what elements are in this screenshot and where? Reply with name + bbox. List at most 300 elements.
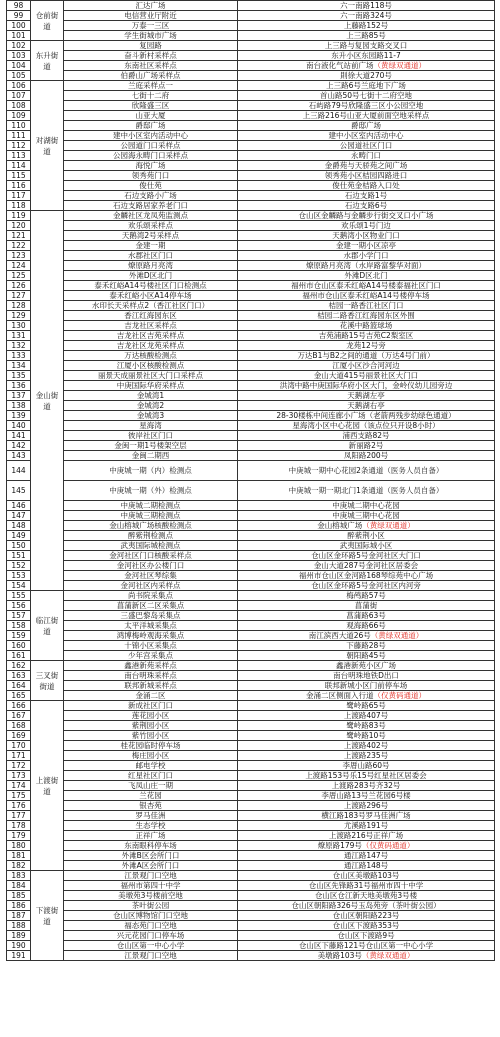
site-address-cell <box>238 331 495 341</box>
address-text: 尤溪路191号 <box>343 821 389 830</box>
row-number: 178 <box>7 821 31 831</box>
site-name-cell: 金闽一期1号楼架空层 <box>64 441 238 451</box>
row-number: 123 <box>7 251 31 261</box>
site-address-cell <box>238 301 495 311</box>
row-number: 190 <box>7 941 31 951</box>
site-name-cell: 外滩D区北门 <box>64 271 238 281</box>
table-row <box>7 591 495 601</box>
site-address-cell <box>238 801 495 811</box>
site-address-cell <box>238 171 495 181</box>
address-text: 上渡路407号 <box>343 711 389 720</box>
row-number: 171 <box>7 751 31 761</box>
site-name-cell: 江景观门口空地 <box>64 951 238 961</box>
table-row <box>7 411 495 421</box>
site-name-cell: 燎原路月亮湾 <box>64 261 238 271</box>
site-address-cell <box>238 311 495 321</box>
row-number: 191 <box>7 951 31 961</box>
table-row <box>7 21 495 31</box>
table-row <box>7 561 495 571</box>
site-name-cell: 爵邸广场 <box>64 121 238 131</box>
site-address-cell <box>238 81 495 91</box>
site-name-cell: 石边支路小广场 <box>64 191 238 201</box>
address-text: 李厝山路60号 <box>342 761 390 770</box>
table-row <box>7 241 495 251</box>
row-number: 152 <box>7 561 31 571</box>
site-name-cell: 兴元花园门口停车场 <box>64 931 238 941</box>
table-row <box>7 41 495 51</box>
row-number: 136 <box>7 381 31 391</box>
address-text: 桔园二路香江红海园东区外围 <box>317 311 415 320</box>
site-name-cell: 金河社区琴综集 <box>64 571 238 581</box>
site-address-cell <box>238 841 495 851</box>
address-text: 星海湾小区中心花园（该点位只开设8小时） <box>292 421 440 430</box>
site-address-cell <box>238 221 495 231</box>
site-name-cell: 七街十二府 <box>64 91 238 101</box>
row-number: 188 <box>7 921 31 931</box>
address-text: 洪湾中路中庚国际华府小区大门，金岭仪幼儿园旁边 <box>279 381 453 390</box>
address-text: 福州市仓山区金河路168琴综苑中心广场 <box>298 571 434 580</box>
row-number: 102 <box>7 41 31 51</box>
site-name-cell: 中庚城一期（外）检测点 <box>64 481 238 501</box>
street-name-cell: 下渡街道 <box>31 871 64 961</box>
site-address-cell <box>238 181 495 191</box>
address-text: 南江滨西大道26号 <box>308 631 371 640</box>
site-address-cell <box>238 791 495 801</box>
row-number: 163 <box>7 671 31 681</box>
address-text: 菖蒲街 <box>354 601 378 610</box>
channel-note: （仅黄码通道） <box>361 841 415 850</box>
row-number: 130 <box>7 321 31 331</box>
address-text: 仓山区金环路5号金河社区内河旁 <box>311 581 421 590</box>
site-address-cell <box>238 601 495 611</box>
site-address-cell <box>238 151 495 161</box>
table-row <box>7 831 495 841</box>
site-address-cell <box>238 941 495 951</box>
site-address-cell <box>238 771 495 781</box>
site-address-cell <box>238 11 495 21</box>
site-name-cell: 莲花园小区 <box>64 711 238 721</box>
site-address-cell <box>238 391 495 401</box>
row-number: 162 <box>7 661 31 671</box>
site-name-cell: 东南社区采样点 <box>64 61 238 71</box>
table-row <box>7 341 495 351</box>
address-text: 28-30楼栋中间连廊小广场（老箭两残步幼绿色通道） <box>276 411 456 420</box>
row-number: 184 <box>7 881 31 891</box>
row-number: 114 <box>7 161 31 171</box>
site-address-cell <box>238 751 495 761</box>
table-row <box>7 321 495 331</box>
table-row <box>7 651 495 661</box>
site-name-cell: 武夷国际城检测点 <box>64 541 238 551</box>
row-number: 176 <box>7 801 31 811</box>
site-name-cell: 兰庭采样点一 <box>64 81 238 91</box>
row-number: 115 <box>7 171 31 181</box>
site-address-cell <box>238 901 495 911</box>
site-address-cell <box>238 481 495 501</box>
row-number: 144 <box>7 461 31 481</box>
site-name-cell: 万泰一三区 <box>64 21 238 31</box>
table-row <box>7 451 495 461</box>
table-row <box>7 501 495 511</box>
site-name-cell: 金城湾3 <box>64 411 238 421</box>
site-name-cell: 电信营业厅附近 <box>64 11 238 21</box>
row-number: 117 <box>7 191 31 201</box>
row-number: 131 <box>7 331 31 341</box>
site-address-cell <box>238 891 495 901</box>
table-row <box>7 81 495 91</box>
row-number: 103 <box>7 51 31 61</box>
site-address-cell <box>238 931 495 941</box>
row-number: 150 <box>7 541 31 551</box>
site-name-cell: 桂花园临时停车场 <box>64 741 238 751</box>
address-text: 石屿路79号欣隆盛三区小公园空地 <box>308 101 424 110</box>
row-number: 166 <box>7 701 31 711</box>
address-text: 爵邸广场 <box>351 121 381 130</box>
row-number: 142 <box>7 441 31 451</box>
street-name-cell: 三叉街街道 <box>31 661 64 701</box>
site-name-cell: 江景观门口空地 <box>64 871 238 881</box>
row-number: 128 <box>7 301 31 311</box>
site-name-cell: 仓山区博物馆门口空地 <box>64 911 238 921</box>
row-number: 108 <box>7 101 31 111</box>
table-row <box>7 531 495 541</box>
site-name-cell: 水印长天采样点2（香江社区门口） <box>64 301 238 311</box>
row-number: 125 <box>7 271 31 281</box>
table-row <box>7 111 495 121</box>
address-text: 燎原路月亮湾（水岸路富黎华对面） <box>306 261 426 270</box>
table-row <box>7 171 495 181</box>
site-name-cell: 鸿博梅岭观海采集点 <box>64 631 238 641</box>
table-row <box>7 421 495 431</box>
site-address-cell <box>238 591 495 601</box>
site-address-cell <box>238 511 495 521</box>
site-name-cell: 罗马佳洲 <box>64 811 238 821</box>
site-address-cell <box>238 361 495 371</box>
row-number: 135 <box>7 371 31 381</box>
street-name-cell: 对湖街道 <box>31 81 64 211</box>
site-address-cell <box>238 71 495 81</box>
address-text: 金爵苑与天骄苑之间广场 <box>324 161 408 170</box>
site-address-cell <box>238 661 495 671</box>
site-address-cell <box>238 241 495 251</box>
row-number: 169 <box>7 731 31 741</box>
table-row <box>7 911 495 921</box>
table-row <box>7 801 495 811</box>
site-address-cell <box>238 351 495 361</box>
site-address-cell <box>238 611 495 621</box>
address-text: 花溪中路篮球场 <box>339 321 393 330</box>
site-name-cell: 金城湾1 <box>64 391 238 401</box>
address-text: 首山路50号七街十二府空地 <box>319 91 413 100</box>
address-text: 中庚城一期一期北门1条通道（医务人员自备） <box>288 486 444 495</box>
address-text: 仓山区金环路5号金河社区大门口 <box>311 551 421 560</box>
address-text: 水郡小学门口 <box>343 251 389 260</box>
address-text: 新丽路2号 <box>348 441 384 450</box>
table-row <box>7 781 495 791</box>
site-name-cell: 少年宫采集点 <box>64 651 238 661</box>
site-name-cell: 生态学校 <box>64 821 238 831</box>
table-row <box>7 771 495 781</box>
address-text: 金建一期小区凉亭 <box>336 241 396 250</box>
row-number: 104 <box>7 61 31 71</box>
site-name-cell: 红星社区门口 <box>64 771 238 781</box>
address-text: 天鹅湖左亭 <box>347 391 385 400</box>
site-address-cell <box>238 261 495 271</box>
table-row <box>7 791 495 801</box>
site-name-cell: 吉龙社区吉苑采样点 <box>64 331 238 341</box>
site-name-cell: 中庚国际华府采样点 <box>64 381 238 391</box>
site-address-cell <box>238 711 495 721</box>
site-address-cell <box>238 231 495 241</box>
row-number: 113 <box>7 151 31 161</box>
address-text: 則徐大道270号 <box>340 71 392 80</box>
table-row <box>7 931 495 941</box>
site-name-cell: 彼岸社区门口 <box>64 431 238 441</box>
street-name-cell: 金山街道 <box>31 211 64 591</box>
site-address-cell <box>238 531 495 541</box>
row-number: 149 <box>7 531 31 541</box>
row-number: 126 <box>7 281 31 291</box>
address-text: 仓山区下渡路9号 <box>337 931 395 940</box>
site-address-cell <box>238 121 495 131</box>
table-row <box>7 71 495 81</box>
table-row <box>7 191 495 201</box>
channel-note: （黄绿双通道） <box>362 521 415 530</box>
row-number: 107 <box>7 91 31 101</box>
row-number: 154 <box>7 581 31 591</box>
table-row <box>7 581 495 591</box>
address-text: 上藤路152号 <box>343 21 389 30</box>
address-text: 仓山区下渡路353号 <box>332 921 400 930</box>
row-number: 151 <box>7 551 31 561</box>
address-text: 福州市仓山区泰禾红峪A14号楼停车场 <box>302 291 430 300</box>
site-name-cell: 醉紫荆检测点 <box>64 531 238 541</box>
sampling-site-table <box>6 0 495 961</box>
table-row <box>7 51 495 61</box>
address-text: 中庚城一期中心花园2条通道（医务人员自备） <box>288 466 444 475</box>
site-address-cell <box>238 431 495 441</box>
table-row <box>7 761 495 771</box>
table-row <box>7 721 495 731</box>
table-row <box>7 151 495 161</box>
table-row <box>7 711 495 721</box>
site-name-cell: 欢乐颂采样点 <box>64 221 238 231</box>
site-name-cell: 汇达广场 <box>64 1 238 11</box>
site-address-cell <box>238 321 495 331</box>
table-row <box>7 351 495 361</box>
site-address-cell <box>238 451 495 461</box>
site-name-cell: 十锦小区采集点 <box>64 641 238 651</box>
address-text: 鹭岭路83号 <box>346 721 386 730</box>
row-number: 168 <box>7 721 31 731</box>
site-address-cell <box>238 41 495 51</box>
site-address-cell <box>238 111 495 121</box>
address-text: 江厦小区沙合河河边 <box>332 361 400 370</box>
site-name-cell: 金山榕城广场核酸检测点 <box>64 521 238 531</box>
site-name-cell: 新成社区门口 <box>64 701 238 711</box>
row-number: 147 <box>7 511 31 521</box>
row-number: 105 <box>7 71 31 81</box>
table-row <box>7 231 495 241</box>
site-address-cell <box>238 811 495 821</box>
row-number: 143 <box>7 451 31 461</box>
address-text: 龙苑12号旁 <box>346 341 386 350</box>
site-name-cell: 建中小区室内活动中心 <box>64 131 238 141</box>
site-name-cell: 南台明珠采样点 <box>64 671 238 681</box>
address-text: 醉紫荆小区 <box>347 531 385 540</box>
site-name-cell: 学生街城市广场 <box>64 31 238 41</box>
site-name-cell: 中庚城三期检测点 <box>64 511 238 521</box>
site-name-cell: 金河社区办公楼门口 <box>64 561 238 571</box>
row-number: 167 <box>7 711 31 721</box>
row-number: 180 <box>7 841 31 851</box>
address-text: 浦西支路82号 <box>342 431 390 440</box>
address-text: 中庚城三期中心花园 <box>332 511 400 520</box>
site-address-cell <box>238 821 495 831</box>
site-address-cell <box>238 781 495 791</box>
address-text: 横江路183号罗马佳洲广场 <box>321 811 411 820</box>
site-address-cell <box>238 641 495 651</box>
site-name-cell: 奋斗新村采样点 <box>64 51 238 61</box>
site-address-cell <box>238 541 495 551</box>
row-number: 175 <box>7 791 31 801</box>
address-text: 石边支路1号 <box>344 191 388 200</box>
table-row <box>7 741 495 751</box>
site-address-cell <box>238 691 495 701</box>
site-address-cell <box>238 441 495 451</box>
row-number: 141 <box>7 431 31 441</box>
row-number: 159 <box>7 631 31 641</box>
site-name-cell: 仓山区第一中心小学 <box>64 941 238 951</box>
address-text: 通江路147号 <box>343 851 389 860</box>
site-name-cell: 紫荆园小区 <box>64 721 238 731</box>
table-row <box>7 61 495 71</box>
site-address-cell <box>238 851 495 861</box>
row-number: 160 <box>7 641 31 651</box>
site-address-cell <box>238 271 495 281</box>
address-text: 上三路216号山亚大厦前面空地采样点 <box>302 111 430 120</box>
site-address-cell <box>238 701 495 711</box>
site-name-cell: 水郡社区门口 <box>64 251 238 261</box>
site-address-cell <box>238 921 495 931</box>
row-number: 161 <box>7 651 31 661</box>
site-name-cell: 三盛巴黎岛采集点 <box>64 611 238 621</box>
table-row <box>7 641 495 651</box>
site-address-cell <box>238 101 495 111</box>
site-name-cell: 泰禾红峪A14号楼社区门口检测点 <box>64 281 238 291</box>
site-name-cell: 石边支路居家养老门口 <box>64 201 238 211</box>
site-name-cell: 正祥广场 <box>64 831 238 841</box>
street-name-cell: 上渡街道 <box>31 701 64 871</box>
table-row <box>7 311 495 321</box>
address-text: 上渡路402号 <box>343 741 389 750</box>
site-name-cell: 欣隆盛三区 <box>64 101 238 111</box>
site-name-cell: 福态苑门口空地 <box>64 921 238 931</box>
site-name-cell: 紫竹园小区 <box>64 731 238 741</box>
site-name-cell: 联邦新城采样点 <box>64 681 238 691</box>
row-number: 124 <box>7 261 31 271</box>
street-name-cell: 东升街道 <box>31 41 64 81</box>
row-number: 186 <box>7 901 31 911</box>
site-address-cell <box>238 551 495 561</box>
site-address-cell <box>238 291 495 301</box>
table-row <box>7 441 495 451</box>
site-address-cell <box>238 581 495 591</box>
site-address-cell <box>238 381 495 391</box>
address-text: 建中小区室内活动中心 <box>328 131 404 140</box>
table-row <box>7 271 495 281</box>
row-number: 172 <box>7 761 31 771</box>
row-number: 185 <box>7 891 31 901</box>
site-name-cell: 万达核酸检测点 <box>64 351 238 361</box>
row-number: 140 <box>7 421 31 431</box>
row-number: 183 <box>7 871 31 881</box>
address-text: 上三路与复园支路交叉口 <box>324 41 408 50</box>
site-address-cell <box>238 501 495 511</box>
row-number: 148 <box>7 521 31 531</box>
channel-note: （仅黄码通道） <box>373 691 426 700</box>
row-number: 139 <box>7 411 31 421</box>
site-name-cell: 福州市第四十中学 <box>64 881 238 891</box>
site-address-cell <box>238 651 495 661</box>
address-text: 金山榕城广场 <box>317 521 363 530</box>
row-number: 157 <box>7 611 31 621</box>
table-row <box>7 631 495 641</box>
table-row <box>7 121 495 131</box>
address-text: 仓山区仓江新天地美墩苑3号楼 <box>314 891 418 900</box>
site-address-cell <box>238 681 495 691</box>
address-text: 仓山区先锋路31号福州市四十中学 <box>308 881 424 890</box>
site-name-cell: 鑫港新苑采样点 <box>64 661 238 671</box>
table-row <box>7 261 495 271</box>
table-row <box>7 131 495 141</box>
site-address-cell <box>238 91 495 101</box>
table-row <box>7 851 495 861</box>
table-row <box>7 221 495 231</box>
row-number: 100 <box>7 21 31 31</box>
row-number: 177 <box>7 811 31 821</box>
site-name-cell: 金河社区内采样点 <box>64 581 238 591</box>
row-number: 158 <box>7 621 31 631</box>
table-row <box>7 871 495 881</box>
address-text: 仓山区美墩路103号 <box>332 871 400 880</box>
address-text: 金山大道415号丽景社区大门口 <box>313 371 419 380</box>
address-text: 上渡路283号齐32号 <box>331 781 401 790</box>
table-row <box>7 821 495 831</box>
row-number: 145 <box>7 481 31 501</box>
address-text: 仓山区朝阳路326号玉岛苑旁（茶叶街公园） <box>291 901 441 910</box>
address-text: 天鹅湾小区物业门口 <box>332 231 400 240</box>
site-name-cell: 香江红海园东区 <box>64 311 238 321</box>
row-number: 101 <box>7 31 31 41</box>
site-name-cell: 金闽二期西 <box>64 451 238 461</box>
table-row <box>7 671 495 681</box>
address-text: 上三路6号兰庭地下广场 <box>326 81 406 90</box>
site-name-cell: 金涌二区 <box>64 691 238 701</box>
site-address-cell <box>238 461 495 481</box>
site-address-cell <box>238 131 495 141</box>
row-number: 155 <box>7 591 31 601</box>
site-name-cell: 兰花园 <box>64 791 238 801</box>
site-address-cell <box>238 571 495 581</box>
site-address-cell <box>238 141 495 151</box>
row-number: 98 <box>7 1 31 11</box>
address-text: 南台液化气站前广场 <box>306 61 374 70</box>
site-name-cell: 菖蒲新区二区采集点 <box>64 601 238 611</box>
address-text: 俊仕苑金桔路入口处 <box>332 181 400 190</box>
address-text: 联邦新城小区门前停车场 <box>324 681 408 690</box>
table-row <box>7 551 495 561</box>
